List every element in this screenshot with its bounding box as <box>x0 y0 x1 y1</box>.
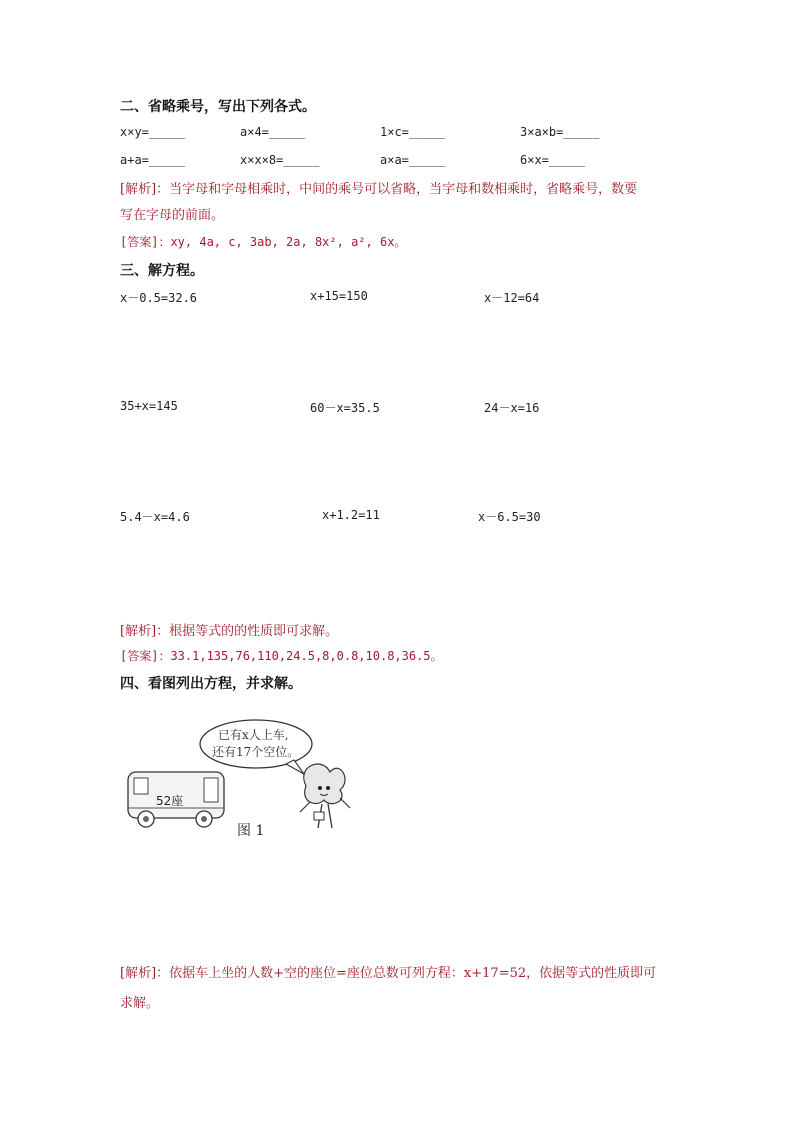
expression-item: a+a=_____ <box>120 153 186 167</box>
expression-item: 1×c=_____ <box>380 125 446 139</box>
section-2-answer: [答案]：xy, 4a, c, 3ab, 2a, 8x², a², 6x。 <box>120 235 407 249</box>
section-4-analysis-line1: [解析]：依据车上坐的人数+空的座位=座位总数可列方程：x+17=52，依据等式的性质即可 <box>120 966 657 981</box>
equation-item: x－6.5=30 <box>478 510 541 524</box>
equation-item: x+15=150 <box>310 289 368 303</box>
section-2-heading: 二、省略乘号，写出下列各式。 <box>120 99 316 115</box>
expression-item: a×4=_____ <box>240 125 306 139</box>
equation-item: x－12=64 <box>484 291 540 305</box>
section-2-analysis-line2: 写在字母的前面。 <box>120 208 225 223</box>
speech-bubble-line1: 已有x人上车, <box>218 728 289 742</box>
expression-item: x×y=_____ <box>120 125 186 139</box>
section-2-analysis-line1: [解析]：当字母和字母相乘时，中间的乘号可以省略，当字母和数相乘时，省略乘号，数要 <box>120 182 638 197</box>
expression-item: a×a=_____ <box>380 153 446 167</box>
equation-item: x－0.5=32.6 <box>120 291 198 305</box>
equation-item: 35+x=145 <box>120 399 178 413</box>
section-4-analysis-line2: 求解。 <box>120 996 160 1011</box>
section-4-heading: 四、看图列出方程，并求解。 <box>120 676 302 692</box>
equation-item: x+1.2=11 <box>322 508 380 522</box>
equation-item: 60－x=35.5 <box>310 401 380 415</box>
section-3-answer: [答案]：33.1,135,76,110,24.5,8,0.8,10.8,36.5。 <box>120 649 443 663</box>
equation-item: 24－x=16 <box>484 401 540 415</box>
equation-item: 5.4－x=4.6 <box>120 510 190 524</box>
bus-seat-label: 52座 <box>156 794 184 808</box>
speech-bubble-line2: 还有17个空位。 <box>212 745 300 759</box>
figure-caption: 图 1 <box>237 823 265 839</box>
expression-item: 6×x=_____ <box>520 153 586 167</box>
expression-item: x×x×8=_____ <box>240 153 320 167</box>
expression-item: 3×a×b=_____ <box>520 125 600 139</box>
section-3-analysis: [解析]：根据等式的的性质即可求解。 <box>120 624 339 639</box>
section-3-heading: 三、解方程。 <box>120 263 204 279</box>
